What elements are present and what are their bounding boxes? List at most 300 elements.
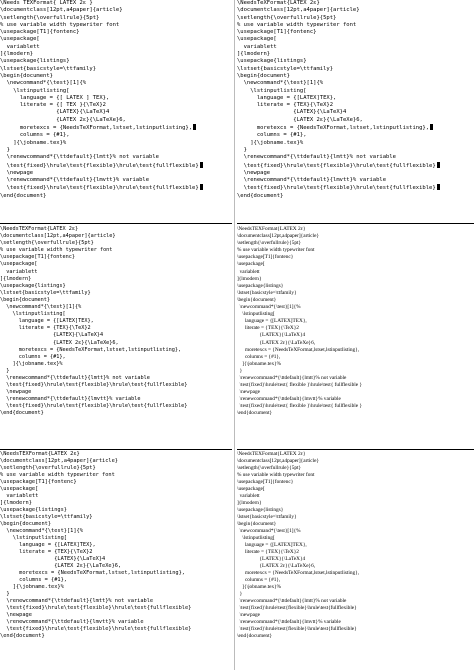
code-line: [0, 542, 232, 549]
code-line: [0, 479, 232, 486]
hrule-separator: [237, 449, 474, 450]
code-line-text: literate = {TEX}{\TeX}2: [0, 325, 91, 332]
code-line: [0, 354, 232, 361]
code-line: [0, 340, 232, 347]
code-line-text: \usepackage[T1]{fontenc}: [237, 254, 294, 261]
code-line-text: language = {[ LATEX ] TEX},: [0, 94, 110, 101]
column-divider: [234, 0, 235, 670]
code-line-text: }: [0, 146, 10, 153]
code-line-text: \end{document}: [0, 410, 44, 417]
code-line: [0, 162, 232, 170]
code-line: [0, 247, 232, 254]
code-line: [237, 375, 474, 382]
code-line: [237, 368, 474, 375]
code-line: [0, 184, 232, 192]
code-line-text: \documentclass[12pt,a4paper]{article}: [0, 458, 118, 464]
code-line: [237, 297, 474, 304]
code-line-text: \documentclass[12pt,a4paper]{article}: [237, 233, 320, 240]
code-line-text: \newpage: [0, 389, 32, 396]
code-line-text: moretexcs = {NeedsTeXFormat,lstset,lstinputlisting},: [237, 346, 360, 353]
code-line: [0, 570, 232, 577]
code-line-text: \begin{document}: [237, 296, 277, 303]
code-line: [237, 51, 474, 58]
hrule-separator: [237, 223, 474, 224]
code-line-text: \test{fixed}\hrule\test{flexible}\hrule\test{fullflexible}: [237, 162, 436, 169]
code-line-text: \lstset{basicstyle=\ttfamily}: [237, 514, 297, 520]
code-line-text: ]{\jobname.tex}%: [237, 360, 282, 367]
code-line: [0, 528, 232, 535]
code-line-text: \test{fixed}\hrule\test{flexible}\hrule\test{fullflexible}: [237, 185, 436, 192]
code-line: [237, 132, 474, 139]
code-line: [237, 269, 474, 276]
code-line: [237, 109, 474, 116]
code-line: [237, 521, 474, 528]
code-line: [237, 73, 474, 80]
code-line: [0, 226, 232, 233]
code-line-text: moretexcs = {NeedsTeXFormat,lstset,lstinputlisting},: [237, 125, 430, 132]
code-line: [0, 132, 232, 139]
code-line: [0, 410, 232, 417]
code-line-text: \usepackage[: [237, 486, 265, 492]
code-line-text: literate = {[ TEX }{\TeX}2: [0, 102, 106, 109]
overfull-rule-mark: [193, 124, 196, 130]
code-line-text: language = {[LATEX]TEX},: [237, 94, 337, 101]
code-line: [237, 95, 474, 102]
code-line-text: {LATEX 2ε}{\LaTeXe}6,: [237, 116, 363, 123]
code-line: [237, 254, 474, 261]
code-line-text: columns = {#1},: [0, 132, 70, 139]
code-line: [0, 15, 232, 22]
code-line-text: \begin{document}: [0, 72, 53, 79]
code-line: [237, 451, 474, 458]
code-line-text: ]{\jobname.tex}%: [0, 139, 67, 146]
code-line: [0, 472, 232, 479]
code-line-text: \end{document}: [237, 410, 273, 417]
code-line-text: \setlength{\overfullrule}{5pt}: [0, 240, 94, 247]
code-line: [0, 465, 232, 472]
code-line-text: \newpage: [0, 612, 32, 618]
code-line: [0, 124, 232, 132]
code-line-text: moretexcs = {NeedsTeXFormat,lstset,lstinputlisting},: [237, 570, 360, 576]
listing-panel-bottom-left: [0, 451, 232, 670]
code-line-text: }: [237, 367, 243, 374]
code-line-text: % use variable width typewriter font: [237, 21, 357, 28]
code-line: [237, 493, 474, 500]
code-line: [237, 549, 474, 556]
code-line: [237, 226, 474, 233]
code-line: [0, 261, 232, 268]
listing-panel-top-left: [0, 0, 232, 222]
code-line: [237, 354, 474, 361]
code-line-text: columns = {#1},: [0, 577, 67, 583]
code-line: [237, 403, 474, 410]
code-line-text: columns = {#1},: [237, 353, 281, 360]
code-line-text: variablett: [237, 268, 260, 275]
code-line: [0, 556, 232, 563]
code-line: [0, 290, 232, 297]
code-line: [0, 626, 232, 633]
code-line-text: \begin{document}: [0, 296, 50, 303]
code-line: [237, 290, 474, 297]
code-line: [237, 0, 474, 7]
code-line-text: \renewcommand*{\ttdefault}{lmtt}% not variable: [237, 598, 347, 604]
code-line: [237, 410, 474, 417]
code-line: [237, 88, 474, 95]
code-line-text: \test{fixed}\hrule\test{flexible}\hrule\test{fullflexible}: [0, 605, 192, 611]
code-line: [0, 22, 232, 29]
code-line: [0, 0, 232, 7]
code-line: [237, 22, 474, 29]
code-line-text: variablett: [237, 493, 260, 499]
code-line-text: \lstset{basicstyle=\ttfamily}: [237, 289, 297, 296]
code-line: [0, 154, 232, 161]
listing-panel-top-right: [237, 0, 474, 222]
code-line: [237, 479, 474, 486]
code-line-text: \usepackage[: [237, 36, 277, 43]
code-line-text: literate = {TEX}{\TeX}2: [0, 549, 93, 555]
code-line-text: \renewcommand*{\ttdefault}{lmtt}% not variable: [0, 374, 150, 381]
code-line: [0, 584, 232, 591]
code-line-text: ]{lmodern}: [0, 275, 32, 282]
code-line: [0, 563, 232, 570]
code-line-text: \newpage: [0, 169, 34, 176]
code-line: [237, 500, 474, 507]
code-line-text: \NeedsTEXFormat{LATEX 2ε}: [0, 451, 80, 457]
code-line: [0, 73, 232, 80]
code-line-text: {LATEX}{\LaTeX}4: [0, 109, 110, 116]
code-line-text: \lstset{basicstyle=\ttfamily}: [237, 65, 334, 72]
code-line: [0, 535, 232, 542]
code-line: [0, 451, 232, 458]
code-line-text: ]{lmodern}: [237, 500, 262, 506]
code-line: [237, 7, 474, 14]
code-line-text: \lstinputlisting[: [237, 535, 275, 541]
code-line-text: \usepackage{listings}: [237, 58, 307, 65]
code-line-text: \setlength{\overfullrule}{5pt}: [237, 240, 302, 247]
code-line: [0, 633, 232, 640]
code-line: [0, 80, 232, 87]
code-line-text: \test{fixed}\hrule\test{flexible}\hrule\test{fullflexible}: [0, 185, 199, 192]
code-line: [0, 147, 232, 154]
code-line-text: moretexcs = {NeedsTeXFormat,lstset,lstinputlisting},: [0, 570, 185, 576]
code-line: [0, 193, 232, 200]
code-line: [237, 465, 474, 472]
code-line: [237, 124, 474, 132]
code-line: [237, 325, 474, 332]
code-line: [237, 591, 474, 598]
code-line-text: literate = {TEX}{\TeX}2: [237, 325, 299, 332]
code-line-text: \newcommand*{\test}[1]{%: [237, 304, 301, 311]
code-line-text: variablett: [0, 268, 38, 275]
code-line-text: \lstset{basicstyle=\ttfamily}: [0, 65, 97, 72]
code-line-text: \test{fixed}\hrule\test{flexible}\hrule\test{fullflexible}: [237, 605, 357, 611]
code-line: [0, 591, 232, 598]
code-line-text: \usepackage{listings}: [0, 282, 66, 289]
code-line-text: moretexcs = {NeedsTeXFormat,lstset,lstinputlisting},: [0, 125, 193, 132]
code-line-text: \test{fixed}\hrule\test{flexible}\hrule\test{fullflexible}: [0, 626, 192, 632]
code-line: [0, 612, 232, 619]
code-line-text: \Needs TEXFormat{ LATEX 2ε }: [0, 0, 93, 6]
code-line-text: \NeedsTEXFormat{LATEX 2ε}: [237, 226, 306, 232]
code-line: [237, 458, 474, 465]
code-line: [237, 584, 474, 591]
code-line: [237, 147, 474, 154]
code-line: [237, 577, 474, 584]
code-line: [0, 44, 232, 51]
code-line-text: \usepackage[: [237, 261, 265, 268]
code-line: [237, 311, 474, 318]
code-line: [237, 605, 474, 612]
code-line-text: \lstinputlisting[: [237, 311, 275, 318]
code-line-text: ]{lmodern}: [0, 51, 34, 58]
listing-panel-bottom-right: [237, 451, 474, 670]
code-line: [0, 109, 232, 116]
code-line-text: {LATEX 2ε}{\LaTeXe}6,: [0, 339, 119, 346]
code-line: [0, 283, 232, 290]
code-line-text: \lstset{basicstyle=\ttfamily}: [0, 514, 93, 520]
code-line-text: \begin{document}: [237, 72, 290, 79]
code-line-text: % use variable width typewriter font: [237, 247, 315, 254]
code-line: [0, 29, 232, 36]
code-line-text: \lstinputlisting[: [0, 535, 67, 541]
code-line: [0, 396, 232, 403]
code-line-text: \lstinputlisting[: [0, 311, 66, 318]
code-line-text: variablett: [0, 493, 39, 499]
code-line: [237, 318, 474, 325]
code-line-text: \NeedsTEXFormat{LATEX 2ε}: [237, 451, 306, 457]
code-line-text: \usepackage[: [0, 486, 39, 492]
code-line: [237, 80, 474, 87]
code-line-text: columns = {#1},: [237, 132, 307, 139]
code-line: [237, 556, 474, 563]
code-line: [237, 347, 474, 354]
code-line: [0, 36, 232, 43]
code-line-text: \end{document}: [237, 633, 273, 639]
code-line: [237, 514, 474, 521]
code-line-text: % use variable width typewriter font: [0, 472, 115, 478]
code-line: [237, 563, 474, 570]
code-line-text: \renewcommand*{\ttdefault}{lmvtt}% variable: [0, 396, 141, 403]
code-line: [0, 325, 232, 332]
code-line-text: \usepackage{listings}: [0, 507, 67, 513]
code-line: [0, 375, 232, 382]
code-line: [237, 633, 474, 640]
code-line-text: \newcommand*{\test}[1]{%: [237, 528, 301, 534]
code-line-text: \usepackage[: [0, 36, 40, 43]
code-line-text: \usepackage{listings}: [237, 507, 284, 513]
code-line: [0, 598, 232, 605]
code-line: [237, 570, 474, 577]
code-line: [0, 521, 232, 528]
code-line-text: \NeedsTEXFormat{LATEX 2ε}: [0, 226, 79, 232]
code-line-text: moretexcs = {NeedsTeXFormat,lstset,lstinputlisting},: [0, 346, 182, 353]
code-line-text: \test{fixed}\hrule\test{flexible}\hrule\test{fullflexible}: [237, 626, 357, 632]
code-line: [237, 626, 474, 633]
code-line-text: }: [237, 591, 243, 597]
code-line: [0, 347, 232, 354]
code-line-text: \renewcommand*{\ttdefault}{lmvtt}% variable: [237, 396, 341, 403]
hrule-separator: [0, 223, 232, 224]
listing-panel-middle-right: [237, 226, 474, 448]
code-line-text: ]{\jobname.tex}%: [237, 584, 282, 590]
code-line-text: ]{lmodern}: [0, 500, 32, 506]
overfull-rule-mark: [437, 162, 440, 168]
code-line-text: \lstinputlisting[: [237, 87, 307, 94]
code-line-text: \setlength{\overfullrule}{5pt}: [0, 14, 100, 21]
code-line-text: \newcommand*{\test}[1]{%: [0, 304, 82, 311]
code-line-text: columns = {#1},: [237, 577, 281, 583]
code-line: [237, 598, 474, 605]
code-line-text: \renewcommand*{\ttdefault}{lmtt}% not variable: [237, 374, 347, 381]
code-line-text: \setlength{\overfullrule}{5pt}: [237, 14, 337, 21]
code-line-text: \renewcommand*{\ttdefault}{lmvtt}% variable: [0, 619, 144, 625]
code-line-text: {LATEX}{\LaTeX}4: [237, 332, 306, 339]
code-line: [0, 304, 232, 311]
code-line: [0, 254, 232, 261]
code-line: [237, 193, 474, 200]
code-line: [237, 507, 474, 514]
code-line: [0, 605, 232, 612]
code-line-text: % use variable width typewriter font: [0, 247, 113, 254]
code-line: [0, 117, 232, 124]
code-line-text: \documentclass[12pt,a4paper]{article}: [0, 7, 123, 14]
code-line-text: \test{fixed}\hrule\test{ flexible }\hrule\test{ fullflexible }: [237, 382, 362, 389]
code-line-text: variablett: [0, 43, 40, 50]
code-line: [0, 297, 232, 304]
code-line: [237, 102, 474, 109]
code-line-text: variablett: [237, 43, 277, 50]
code-line-text: \NeedsTeXFormat{LATEX 2ε}: [237, 0, 320, 6]
code-line: [0, 269, 232, 276]
overfull-rule-mark: [200, 184, 203, 190]
code-line-text: language = {[LATEX]TEX},: [237, 318, 307, 325]
code-line: [237, 261, 474, 268]
code-line: [0, 368, 232, 375]
code-line-text: language = {[LATEX]TEX},: [0, 542, 96, 548]
code-line-text: \lstinputlisting[: [0, 87, 70, 94]
code-line: [0, 102, 232, 109]
code-line-text: \test{fixed}\hrule\test{ flexible }\hrule\test{ fullflexible }: [237, 403, 362, 410]
code-line: [237, 612, 474, 619]
code-line: [237, 304, 474, 311]
code-line-text: ]{lmodern}: [237, 275, 262, 282]
code-line: [0, 486, 232, 493]
code-line-text: \usepackage{listings}: [237, 282, 284, 289]
code-line-text: \end{document}: [0, 633, 45, 639]
code-line-text: {LATEX}{\LaTeX}4: [0, 556, 106, 562]
code-line: [0, 66, 232, 73]
code-line: [0, 389, 232, 396]
code-line: [0, 7, 232, 14]
code-line-text: {LATEX 2ε}{\LaTeXe}6,: [237, 339, 316, 346]
code-line: [237, 542, 474, 549]
code-line: [237, 528, 474, 535]
code-line-text: {LATEX}{\LaTeX}4: [237, 556, 306, 562]
code-line: [237, 332, 474, 339]
code-line-text: % use variable width typewriter font: [0, 21, 120, 28]
code-line-text: ]{\jobname.tex}%: [0, 584, 64, 590]
code-line-text: language = {[LATEX]TEX},: [0, 318, 94, 325]
code-line: [237, 58, 474, 65]
code-line-text: \test{fixed}\hrule\test{flexible}\hrule\test{fullflexible}: [0, 382, 188, 389]
code-line-text: \usepackage[: [0, 261, 38, 268]
code-line: [237, 36, 474, 43]
code-line: [0, 170, 232, 177]
overfull-rule-mark: [200, 162, 203, 168]
code-line-text: literate = {TEX}{\TeX}2: [237, 549, 299, 555]
code-line: [0, 311, 232, 318]
code-line-text: }: [237, 146, 247, 153]
code-line: [0, 577, 232, 584]
code-line: [0, 500, 232, 507]
code-line-text: {LATEX}{\LaTeX}4: [237, 109, 347, 116]
code-line-text: % use variable width typewriter font: [237, 472, 315, 478]
code-line-text: {LATEX 2ε}{\LaTeXe}6,: [0, 563, 122, 569]
code-line: [237, 184, 474, 192]
code-line: [0, 140, 232, 147]
code-line-text: \renewcommand*{\ttdefault}{lmvtt}% variable: [0, 177, 150, 184]
code-line: [0, 361, 232, 368]
code-line-text: \usepackage[T1]{fontenc}: [237, 29, 317, 36]
code-line-text: {LATEX 2ε}{\LaTeXe}6,: [237, 563, 316, 569]
code-line-text: \setlength{\overfullrule}{5pt}: [0, 465, 96, 471]
code-line: [0, 58, 232, 65]
code-line-text: \begin{document}: [237, 521, 277, 527]
code-line: [0, 493, 232, 500]
code-line: [0, 549, 232, 556]
code-line: [237, 162, 474, 170]
code-line-text: \test{fixed}\hrule\test{flexible}\hrule\test{fullflexible}: [0, 403, 188, 410]
code-line-text: \usepackage[T1]{fontenc}: [0, 29, 80, 36]
code-line-text: {LATEX}{\LaTeX}4: [0, 332, 104, 339]
code-line: [237, 66, 474, 73]
code-line: [237, 140, 474, 147]
code-line-text: \test{fixed}\hrule\test{flexible}\hrule\test{fullflexible}: [0, 162, 199, 169]
code-line-text: ]{\jobname.tex}%: [237, 139, 304, 146]
code-line-text: \renewcommand*{\ttdefault}{lmtt}% not variable: [0, 154, 159, 161]
code-line: [237, 276, 474, 283]
code-line-text: \documentclass[12pt,a4paper]{article}: [237, 7, 360, 14]
code-line: [0, 403, 232, 410]
code-line: [237, 117, 474, 124]
code-line-text: \newpage: [237, 612, 260, 618]
code-line-text: }: [0, 367, 10, 374]
code-line: [0, 332, 232, 339]
listing-panel-middle-left: [0, 226, 232, 448]
code-line-text: \renewcommand*{\ttdefault}{lmtt}% not variable: [237, 154, 396, 161]
code-line-text: \renewcommand*{\ttdefault}{lmvtt}% variable: [237, 619, 341, 625]
code-line-text: literate = {TEX}{\TeX}2: [237, 102, 334, 109]
code-line: [237, 154, 474, 161]
code-line: [237, 15, 474, 22]
code-line: [237, 29, 474, 36]
code-line: [0, 276, 232, 283]
code-line-text: \renewcommand*{\ttdefault}{lmtt}% not variable: [0, 598, 154, 604]
code-line-text: {LATEX 2ε}{\LaTeXe}6,: [0, 116, 126, 123]
code-line-text: }: [0, 591, 10, 597]
code-line: [237, 283, 474, 290]
code-line: [237, 177, 474, 184]
code-line: [0, 318, 232, 325]
code-line-text: \newcommand*{\test}[1]{%: [0, 528, 83, 534]
hrule-separator: [0, 449, 232, 450]
code-line: [0, 88, 232, 95]
code-line-text: columns = {#1},: [0, 353, 66, 360]
code-line-text: ]{lmodern}: [237, 51, 271, 58]
code-line-text: \begin{document}: [0, 521, 52, 527]
code-line: [0, 514, 232, 521]
code-line-text: \usepackage{listings}: [0, 58, 70, 65]
